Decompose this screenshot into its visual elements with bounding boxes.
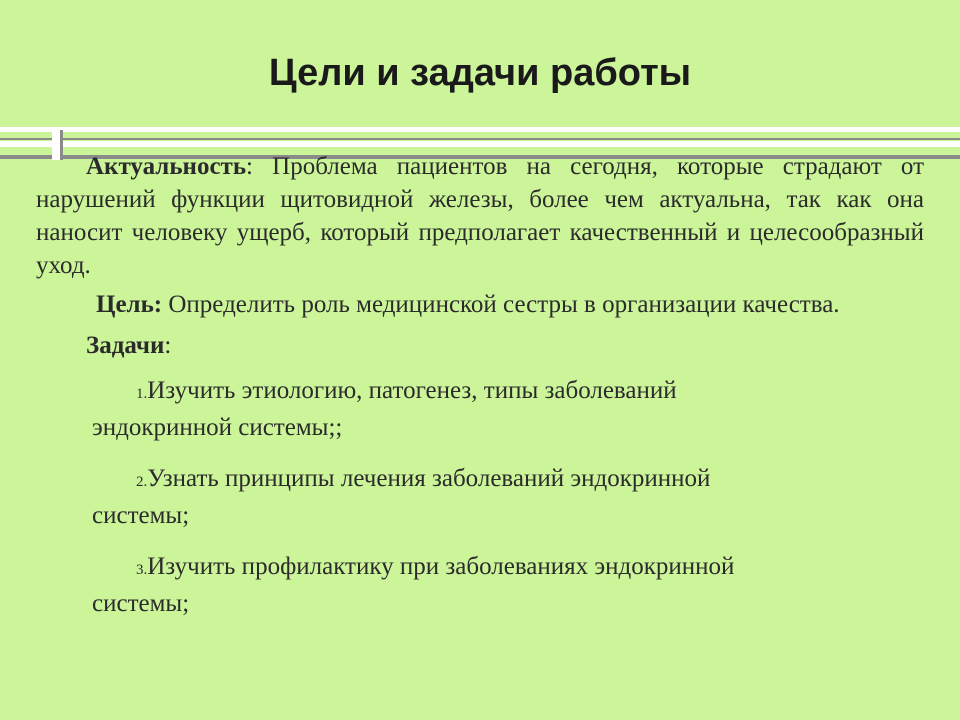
task-text: Узнать принципы лечения заболеваний эндокринной [147, 465, 711, 492]
task-text-continued: эндокринной системы;; [92, 414, 343, 441]
relevance-paragraph [36, 150, 924, 282]
title-rule-white [0, 127, 960, 132]
task-text: Изучить профилактику при заболеваниях эндокринной [147, 553, 735, 580]
relevance-label: Актуальность [86, 153, 247, 180]
task-number: 2. [136, 474, 148, 490]
tasks-heading [86, 329, 924, 362]
task-number: 1. [136, 386, 148, 402]
goal-text: Определить роль медицинской сестры в организации качества. [162, 291, 840, 318]
goal-paragraph [36, 288, 924, 321]
title-rule-grey-1 [0, 138, 960, 140]
goal-label: Цель: [96, 291, 163, 318]
task-text-continued: системы; [92, 590, 190, 617]
slide-body [36, 150, 924, 620]
tasks-label: Задачи [86, 332, 165, 359]
relevance-separator: : [246, 153, 253, 180]
task-text: Изучить этиологию, патогенез, типы заболеваний [147, 377, 677, 404]
relevance-text: Проблема пациентов на сегодня, которые страдают от нарушений функции щитовидной железы, более чем актуальна, так как она наносит человеку ущерб, который предполагает качественный и целесообразный уход. [36, 153, 924, 279]
slide-title: Цели и задачи работы [268, 52, 692, 94]
title-rule-white-2 [0, 141, 960, 147]
task-number: 3. [136, 562, 148, 578]
task-text-continued: системы; [92, 502, 190, 529]
task-item-2 [92, 462, 924, 532]
task-item-1 [92, 374, 924, 444]
tasks-separator: : [164, 332, 172, 359]
task-item-3 [92, 550, 924, 620]
